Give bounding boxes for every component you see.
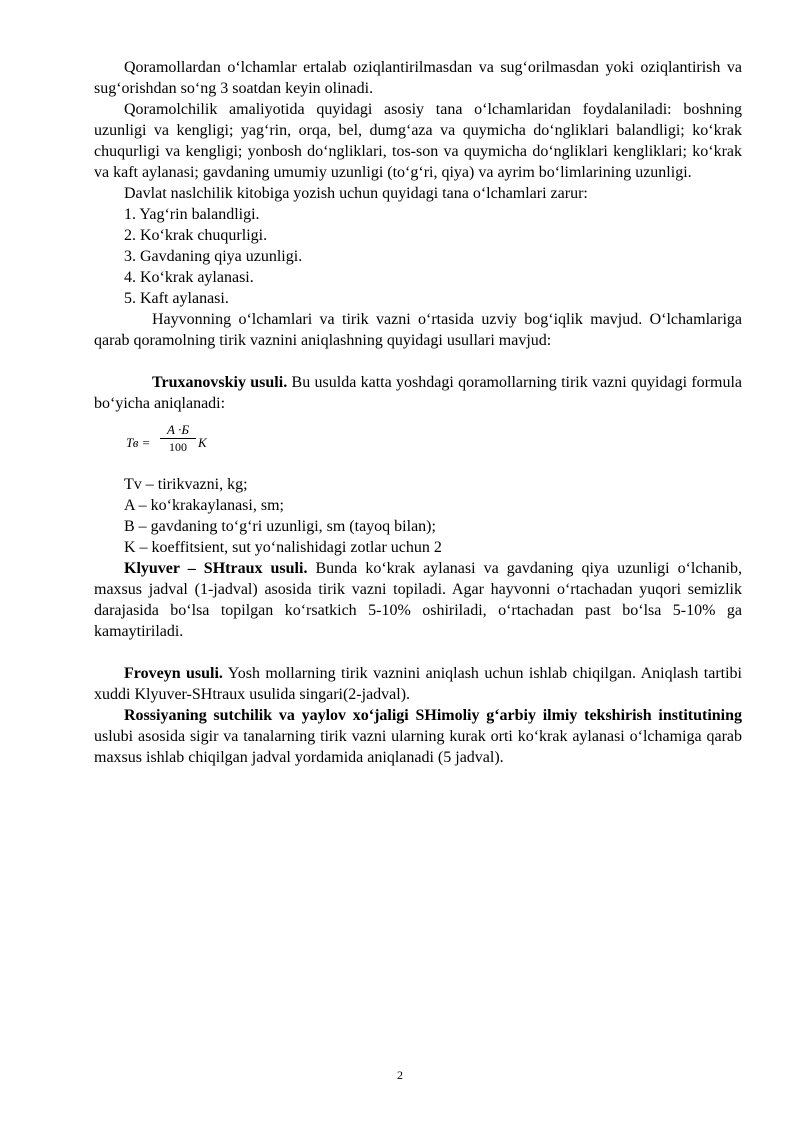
paragraph-breeding-book: Davlat naslchilik kitobiga yozish uchun quyidagi tana o‘lchamlari zarur: (124, 185, 588, 202)
paragraph-russian-institute (94, 705, 742, 768)
definition-line: K – koeffitsient, sut yo‘nalishidagi zotlar uchun 2 (124, 539, 442, 556)
method-text-froveyn: Yosh mollarning tirik vaznini aniqlash uchun ishlab chiqilgan. Aniqlash tartibi xuddi Klyuver-SHtraux usulida singari(2-jadval). (94, 665, 743, 703)
definition-line: Tv – tirikvazni, kg; (124, 476, 248, 493)
method-title-klyuver: Klyuver – SHtraux usuli. (124, 560, 308, 577)
paragraph-body-measurements: Qoramolchilik amaliyotida quyidagi asosiy tana o‘lchamlaridan foydalaniladi: boshning uzunligi va kengligi; yag‘rin, orqa, bel, dumg‘aza va quymicha do‘ngliklari balandligi; ko‘krak chuqurligi va kengligi; yonbosh do‘ngliklari, tos-son va quymicha do‘ngliklari kengliklari; ko‘krak va kaft aylanasi; gavdaning umumiy uzunligi (to‘g‘ri, qiya) va ayrim bo‘limlarining uzunligi. (94, 101, 742, 181)
formula-fraction (160, 422, 196, 455)
measurement-list (94, 204, 742, 309)
paragraph-measurement-timing: Qoramollardan o‘lchamlar ertalab oziqlantirilmasdan va sug‘orilmasdan yoki oziqlantirish va sug‘orishdan so‘ng 3 soatdan keyin olinadi. (94, 59, 742, 97)
paragraph-froveyn (94, 663, 742, 705)
list-item: 3. Gavdaning qiya uzunligi. (124, 248, 303, 265)
list-item: 5. Kaft aylanasi. (124, 290, 229, 307)
weight-formula (94, 420, 742, 468)
method-text-truxanovskiy: Bu usulda katta yoshdagi qoramollarning tirik vazni quyidagi formula bo‘yicha aniqlanadi: (94, 374, 743, 412)
document-body (94, 57, 742, 768)
method-title-institute: Rossiyaning sutchilik va yaylov xo‘jaligi SHimoliy g‘arbiy ilmiy tekshirish institutining (124, 707, 742, 724)
page-number: 2 (397, 1068, 403, 1082)
blank-line (94, 642, 742, 663)
list-item: 2. Ko‘krak chuqurligi. (124, 227, 268, 244)
paragraph-klyuver-shtraux (94, 558, 742, 642)
formula-coefficient: К (198, 435, 207, 450)
list-item: 1. Yag‘rin balandligi. (124, 206, 260, 223)
method-title-froveyn: Froveyn usuli. (124, 665, 223, 682)
paragraph-weight-relationship: Hayvonning o‘lchamlari va tirik vazni o‘rtasida uzviy bog‘iqlik mavjud. O‘lchamlariga qarab qoramolning tirik vaznini aniqlashning quyidagi usullari mavjud: (94, 311, 742, 349)
method-text-institute: uslubi asosida sigir va tanalarning tirik vazni ularning kurak orti ko‘krak aylanasi o‘lchamiga qarab maxsus ishlab chiqilgan jadval yordamida aniqlanadi (5 jadval). (94, 728, 742, 766)
method-text-klyuver: Bunda ko‘krak aylanasi va gavdaning qiya uzunligi o‘lchanib, maxsus jadval (1-jadval) asosida tirik vazni topiladi. Agar hayvonni o‘rtachadan yuqori semizlik darajasida bo‘lsa topilgan ko‘rsatkich 5-10% oshiriladi, o‘rtachadan past bo‘lsa 5-10% ga kamaytiriladi. (94, 560, 742, 640)
formula-numerator: А ·Б (160, 422, 196, 439)
list-item: 4. Ko‘krak aylanasi. (124, 269, 254, 286)
method-title-truxanovskiy: Truxanovskiy usuli. (152, 374, 288, 391)
formula-definitions (94, 474, 742, 558)
definition-line: A – ko‘krakaylanasi, sm; (124, 497, 284, 514)
paragraph-truxanovskiy (94, 372, 742, 414)
blank-line (94, 351, 742, 372)
formula-denominator: 100 (169, 440, 187, 454)
formula-lhs: Тв = (126, 435, 151, 450)
definition-line: B – gavdaning to‘g‘ri uzunligi, sm (tayoq bilan); (124, 518, 436, 535)
